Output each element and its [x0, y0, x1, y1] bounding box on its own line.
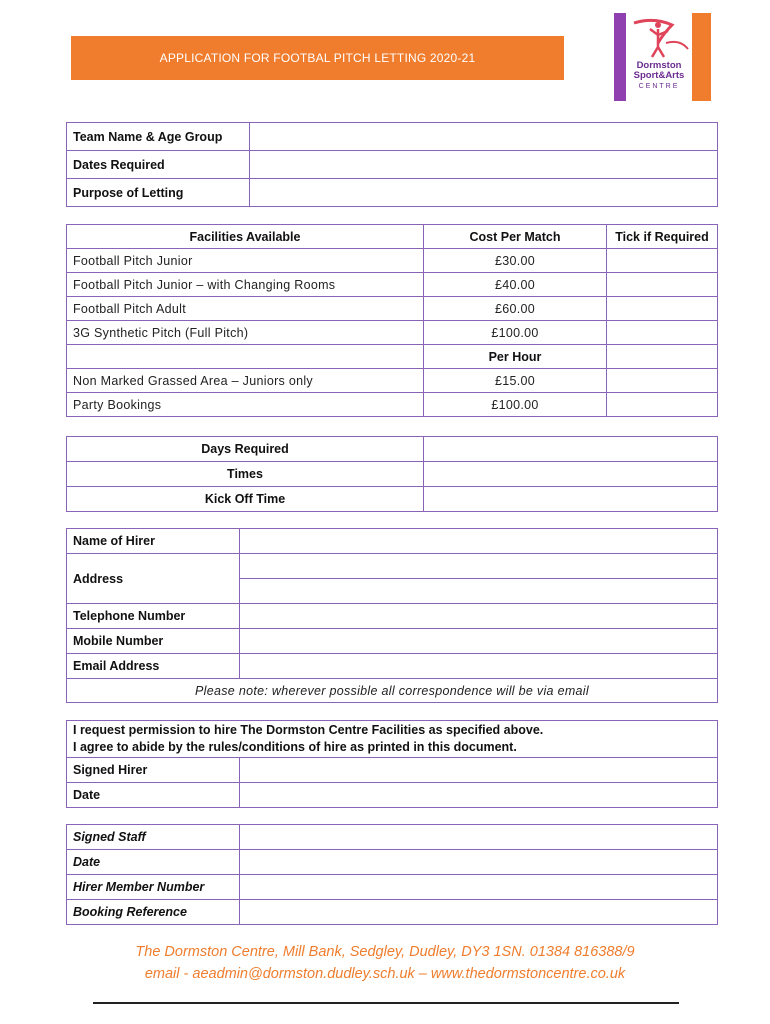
signed-staff-label: Signed Staff [67, 825, 240, 850]
address-label: Address [67, 554, 240, 604]
telephone-label: Telephone Number [67, 604, 240, 629]
form-title-banner [71, 36, 564, 80]
tick-checkbox[interactable] [607, 321, 718, 345]
mobile-label: Mobile Number [67, 629, 240, 654]
facility-name: Football Pitch Adult [67, 297, 424, 321]
address-input-line2[interactable] [240, 579, 718, 604]
tick-checkbox[interactable] [607, 249, 718, 273]
facility-cost: £15.00 [424, 369, 607, 393]
hirer-name-input[interactable] [240, 529, 718, 554]
tick-header: Tick if Required [607, 225, 718, 249]
declaration-line2: I agree to abide by the rules/conditions of hire as printed in this document. [73, 740, 517, 754]
facility-name: Party Bookings [67, 393, 424, 417]
hirer-name-label: Name of Hirer [67, 529, 240, 554]
logo-text-line2: Sport&Arts [633, 70, 685, 81]
email-label: Email Address [67, 654, 240, 679]
days-required-input[interactable] [424, 437, 718, 462]
facility-name: 3G Synthetic Pitch (Full Pitch) [67, 321, 424, 345]
blank-cell [67, 345, 424, 369]
dormston-logo [614, 13, 711, 101]
team-details-table [66, 122, 718, 207]
booking-reference-input[interactable] [240, 900, 718, 925]
tick-checkbox[interactable] [607, 393, 718, 417]
facility-cost: £100.00 [424, 321, 607, 345]
declaration-text [67, 721, 718, 758]
tick-checkbox[interactable] [607, 273, 718, 297]
hirer-date-label: Date [67, 783, 240, 808]
times-input[interactable] [424, 462, 718, 487]
telephone-input[interactable] [240, 604, 718, 629]
member-number-label: Hirer Member Number [67, 875, 240, 900]
footer-contact: email - aeadmin@dormston.dudley.sch.uk – www.thedormstoncentre.co.uk [144, 966, 626, 982]
signed-hirer-label: Signed Hirer [67, 758, 240, 783]
mobile-input[interactable] [240, 629, 718, 654]
staff-table [66, 824, 718, 925]
facility-cost: £60.00 [424, 297, 607, 321]
hirer-table [66, 528, 718, 703]
facilities-table [66, 224, 718, 417]
facility-cost: £100.00 [424, 393, 607, 417]
hirer-date-input[interactable] [240, 783, 718, 808]
facility-name: Non Marked Grassed Area – Juniors only [67, 369, 424, 393]
facilities-header: Facilities Available [67, 225, 424, 249]
blank-cell [607, 345, 718, 369]
days-required-label: Days Required [67, 437, 424, 462]
tick-checkbox[interactable] [607, 369, 718, 393]
dates-required-label: Dates Required [67, 151, 250, 179]
kick-off-label: Kick Off Time [67, 487, 424, 512]
booking-reference-label: Booking Reference [67, 900, 240, 925]
facility-name: Football Pitch Junior – with Changing Rooms [67, 273, 424, 297]
purpose-label: Purpose of Letting [67, 179, 250, 207]
footer-divider [93, 1002, 679, 1004]
logo-text-line1: Dormston [636, 60, 682, 71]
email-input[interactable] [240, 654, 718, 679]
cost-header: Cost Per Match [424, 225, 607, 249]
staff-date-input[interactable] [240, 850, 718, 875]
team-name-label: Team Name & Age Group [67, 123, 250, 151]
signed-hirer-input[interactable] [240, 758, 718, 783]
tick-checkbox[interactable] [607, 297, 718, 321]
facility-cost: £30.00 [424, 249, 607, 273]
purpose-input[interactable] [250, 179, 718, 207]
declaration-line1: I request permission to hire The Dormston Centre Facilities as specified above. [73, 723, 544, 737]
form-title: APPLICATION FOR FOOTBAL PITCH LETTING 2020-21 [159, 51, 476, 65]
times-label: Times [67, 462, 424, 487]
member-number-input[interactable] [240, 875, 718, 900]
email-note: Please note: wherever possible all correspondence will be via email [67, 679, 718, 703]
dates-required-input[interactable] [250, 151, 718, 179]
footer-address: The Dormston Centre, Mill Bank, Sedgley, Dudley, DY3 1SN. 01384 816388/9 [135, 944, 635, 960]
address-input-line1[interactable] [240, 554, 718, 579]
staff-date-label: Date [67, 850, 240, 875]
schedule-table [66, 436, 718, 512]
per-hour-header: Per Hour [424, 345, 607, 369]
team-name-input[interactable] [250, 123, 718, 151]
logo-text-line3: CENTRE [638, 83, 680, 90]
declaration-table [66, 720, 718, 808]
kick-off-input[interactable] [424, 487, 718, 512]
facility-name: Football Pitch Junior [67, 249, 424, 273]
facility-cost: £40.00 [424, 273, 607, 297]
signed-staff-input[interactable] [240, 825, 718, 850]
